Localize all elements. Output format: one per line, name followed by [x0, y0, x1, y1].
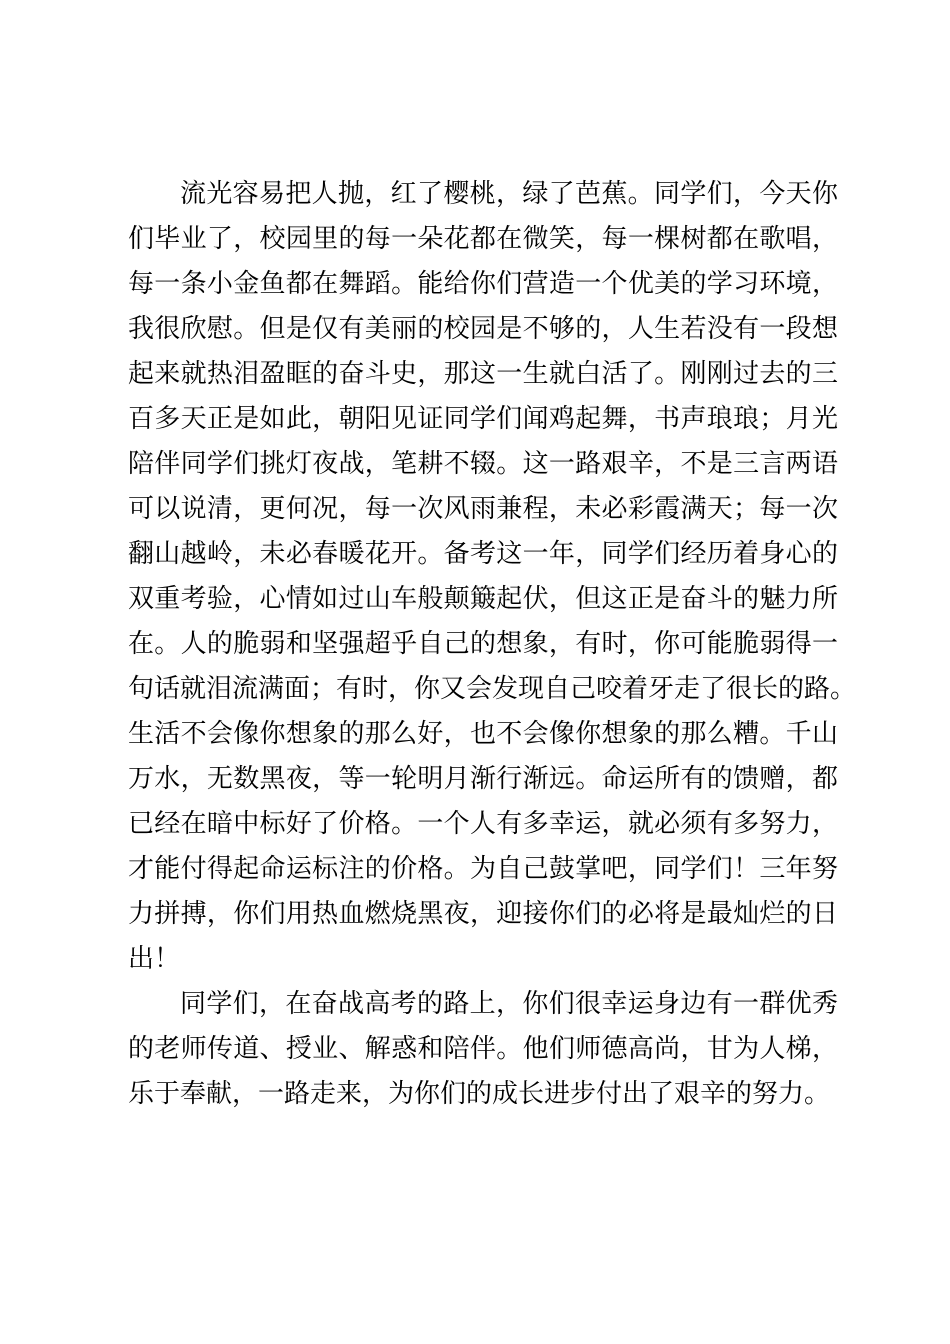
text-line: 出！	[128, 944, 181, 974]
text-line: 我很欣慰。但是仅有美丽的校园是不够的，人生若没有一段想	[128, 314, 838, 344]
text-line: 每一条小金鱼都在舞蹈。能给你们营造一个优美的学习环境，	[128, 269, 838, 299]
text-line: 的老师传道、授业、解惑和陪伴。他们师德高尚，甘为人梯，	[128, 1034, 838, 1064]
text-line: 才能付得起命运标注的价格。为自己鼓掌吧，同学们！三年努	[128, 854, 838, 884]
paragraph	[128, 982, 838, 1117]
text-line: 已经在暗中标好了价格。一个人有多幸运，就必须有多努力，	[128, 809, 838, 839]
text-line: 在。人的脆弱和坚强超乎自己的想象，有时，你可能脆弱得一	[128, 629, 838, 659]
text-line: 起来就热泪盈眶的奋斗史，那这一生就白活了。刚刚过去的三	[128, 359, 838, 389]
text-line: 百多天正是如此，朝阳见证同学们闻鸡起舞，书声琅琅；月光	[128, 404, 838, 434]
text-line: 流光容易把人抛，红了樱桃，绿了芭蕉。同学们，今天你	[180, 179, 838, 209]
text-line: 同学们，在奋战高考的路上，你们很幸运身边有一群优秀	[180, 989, 838, 1019]
document-body	[128, 172, 857, 1117]
text-line: 句话就泪流满面；有时，你又会发现自己咬着牙走了很长的路。	[128, 674, 857, 704]
text-line: 可以说清，更何况，每一次风雨兼程，未必彩霞满天；每一次	[128, 494, 838, 524]
text-line: 生活不会像你想象的那么好，也不会像你想象的那么糟。千山	[128, 719, 838, 749]
text-line: 们毕业了，校园里的每一朵花都在微笑，每一棵树都在歌唱，	[128, 224, 838, 254]
text-line: 乐于奉献，一路走来，为你们的成长进步付出了艰辛的努力。	[128, 1079, 831, 1109]
text-line: 双重考验，心情如过山车般颠簸起伏，但这正是奋斗的魅力所	[128, 584, 838, 614]
text-line: 万水，无数黑夜，等一轮明月渐行渐远。命运所有的馈赠，都	[128, 764, 838, 794]
text-line: 翻山越岭，未必春暖花开。备考这一年，同学们经历着身心的	[128, 539, 838, 569]
text-line: 力拼搏，你们用热血燃烧黑夜，迎接你们的必将是最灿烂的日	[128, 899, 838, 929]
text-line: 陪伴同学们挑灯夜战，笔耕不辍。这一路艰辛，不是三言两语	[128, 449, 838, 479]
paragraph	[128, 172, 857, 982]
